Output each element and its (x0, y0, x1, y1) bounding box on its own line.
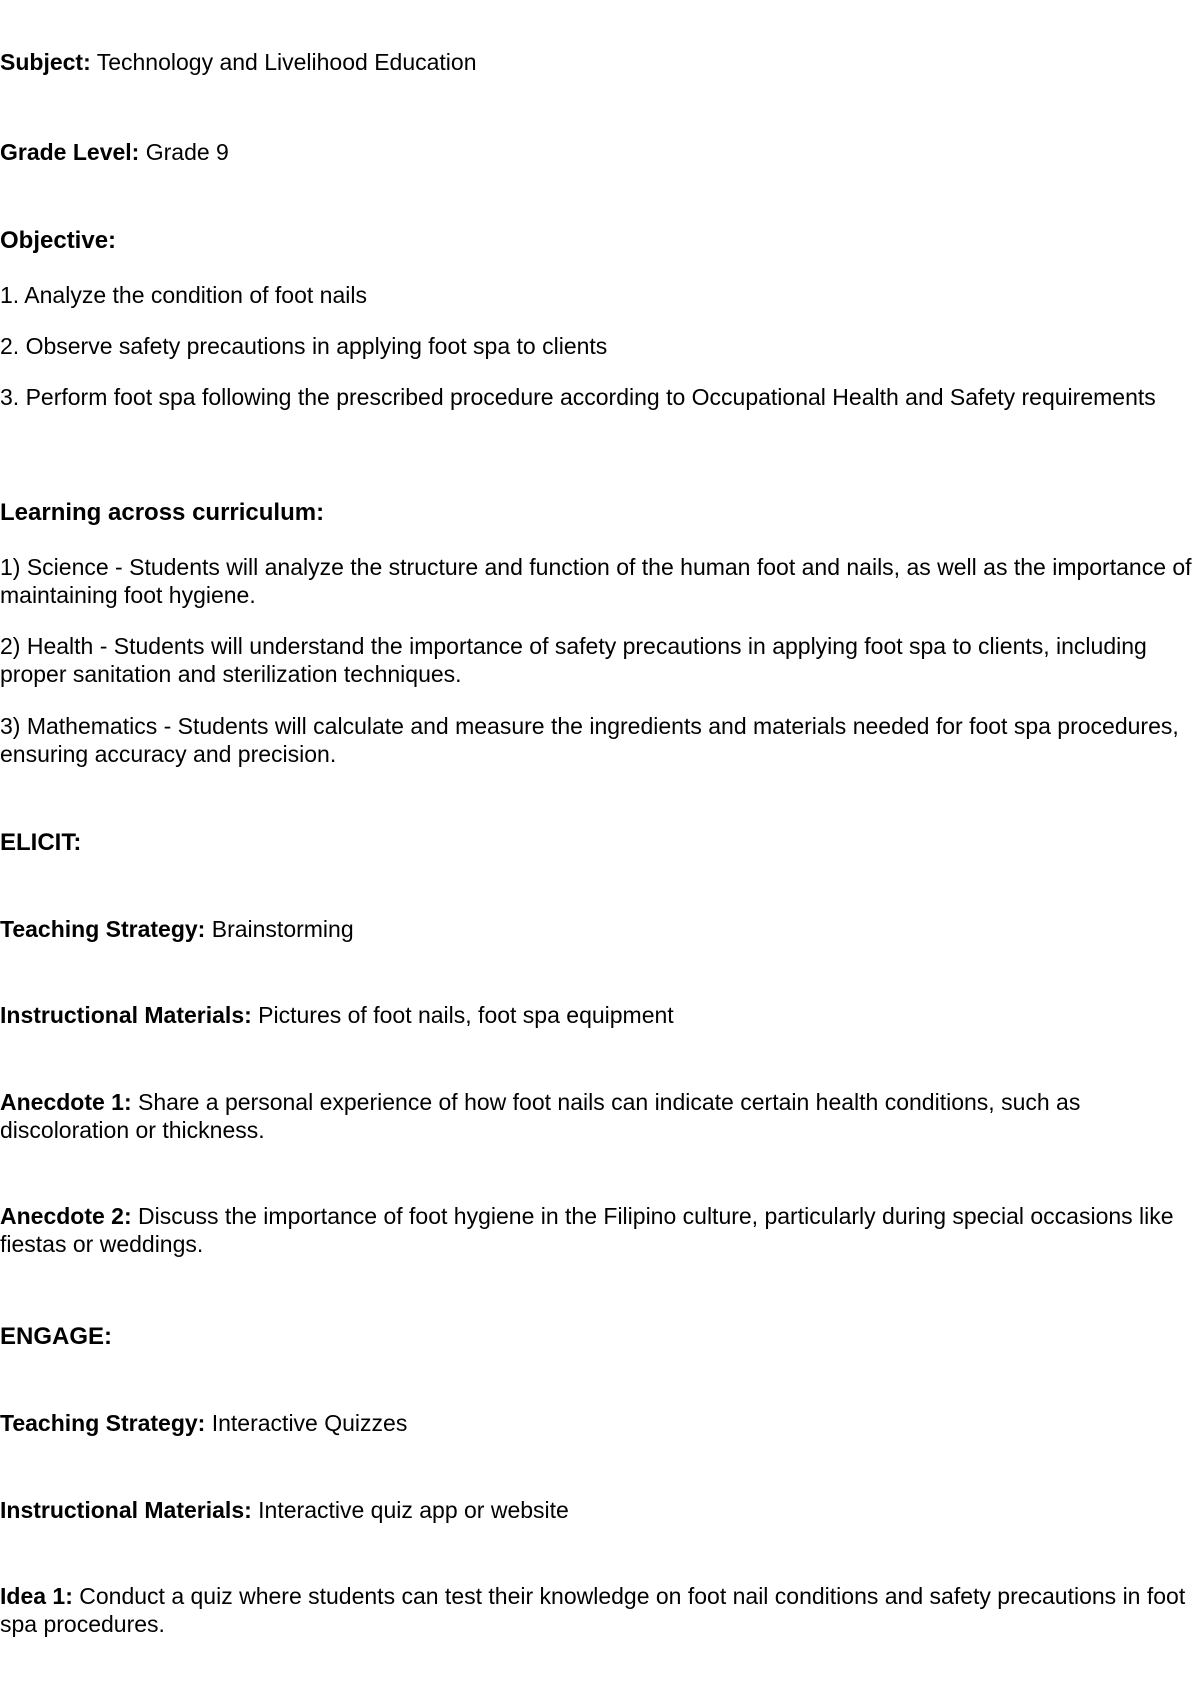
anecdote-1 (0, 1088, 1196, 1144)
instructional-materials-value: Pictures of foot nails, foot spa equipment (258, 1002, 674, 1028)
engage-instructional-materials (0, 1496, 1196, 1524)
instructional-materials-label: Instructional Materials: (0, 1002, 252, 1028)
anecdote-1-label: Anecdote 1: (0, 1089, 132, 1115)
elicit-instructional-materials (0, 1001, 1196, 1029)
anecdote-2-label: Anecdote 2: (0, 1203, 132, 1229)
teaching-strategy-value: Interactive Quizzes (211, 1410, 408, 1436)
instructional-materials-label: Instructional Materials: (0, 1497, 252, 1523)
objective-heading: Objective: (0, 227, 117, 254)
subject-label: Subject: (0, 49, 91, 75)
anecdote-2-text: Discuss the importance of foot hygiene in the Filipino culture, particularly during special occasions like fiestas or weddings. (0, 1203, 1174, 1257)
anecdote-2 (0, 1202, 1196, 1258)
subject-value: Technology and Livelihood Education (96, 49, 477, 75)
teaching-strategy-label: Teaching Strategy: (0, 1410, 206, 1436)
idea-1 (0, 1582, 1196, 1638)
learning-across-curriculum-heading: Learning across curriculum: (0, 499, 325, 526)
engage-teaching-strategy (0, 1409, 1196, 1437)
teaching-strategy-value: Brainstorming (211, 916, 354, 942)
idea-1-text: Conduct a quiz where students can test their knowledge on foot nail conditions and safety precautions in foot spa procedures. (0, 1583, 1186, 1637)
teaching-strategy-label: Teaching Strategy: (0, 916, 206, 942)
elicit-teaching-strategy (0, 915, 1196, 943)
curriculum-item: 3) Mathematics - Students will calculate and measure the ingredients and materials needed for foot spa procedures, ensuring accuracy and precision. (0, 713, 1179, 767)
curriculum-item: 1) Science - Students will analyze the structure and function of the human foot and nails, as well as the importance of maintaining foot hygiene. (0, 554, 1192, 608)
curriculum-item: 2) Health - Students will understand the importance of safety precautions in applying foot spa to clients, including proper sanitation and sterilization techniques. (0, 633, 1147, 687)
objective-item: 1. Analyze the condition of foot nails (0, 282, 367, 308)
anecdote-1-text: Share a personal experience of how foot nails can indicate certain health conditions, such as discoloration or thickness. (0, 1089, 1081, 1143)
subject-line (0, 48, 1196, 76)
objective-item: 2. Observe safety precautions in applying foot spa to clients (0, 333, 608, 359)
idea-1-label: Idea 1: (0, 1583, 73, 1609)
instructional-materials-value: Interactive quiz app or website (258, 1497, 569, 1523)
grade-level-value: Grade 9 (145, 139, 229, 165)
grade-level-label: Grade Level: (0, 139, 140, 165)
objective-item: 3. Perform foot spa following the prescribed procedure according to Occupational Health and Safety requirements (0, 384, 1156, 410)
engage-heading: ENGAGE: (0, 1323, 113, 1350)
grade-level-line (0, 138, 1196, 166)
elicit-heading: ELICIT: (0, 829, 82, 856)
